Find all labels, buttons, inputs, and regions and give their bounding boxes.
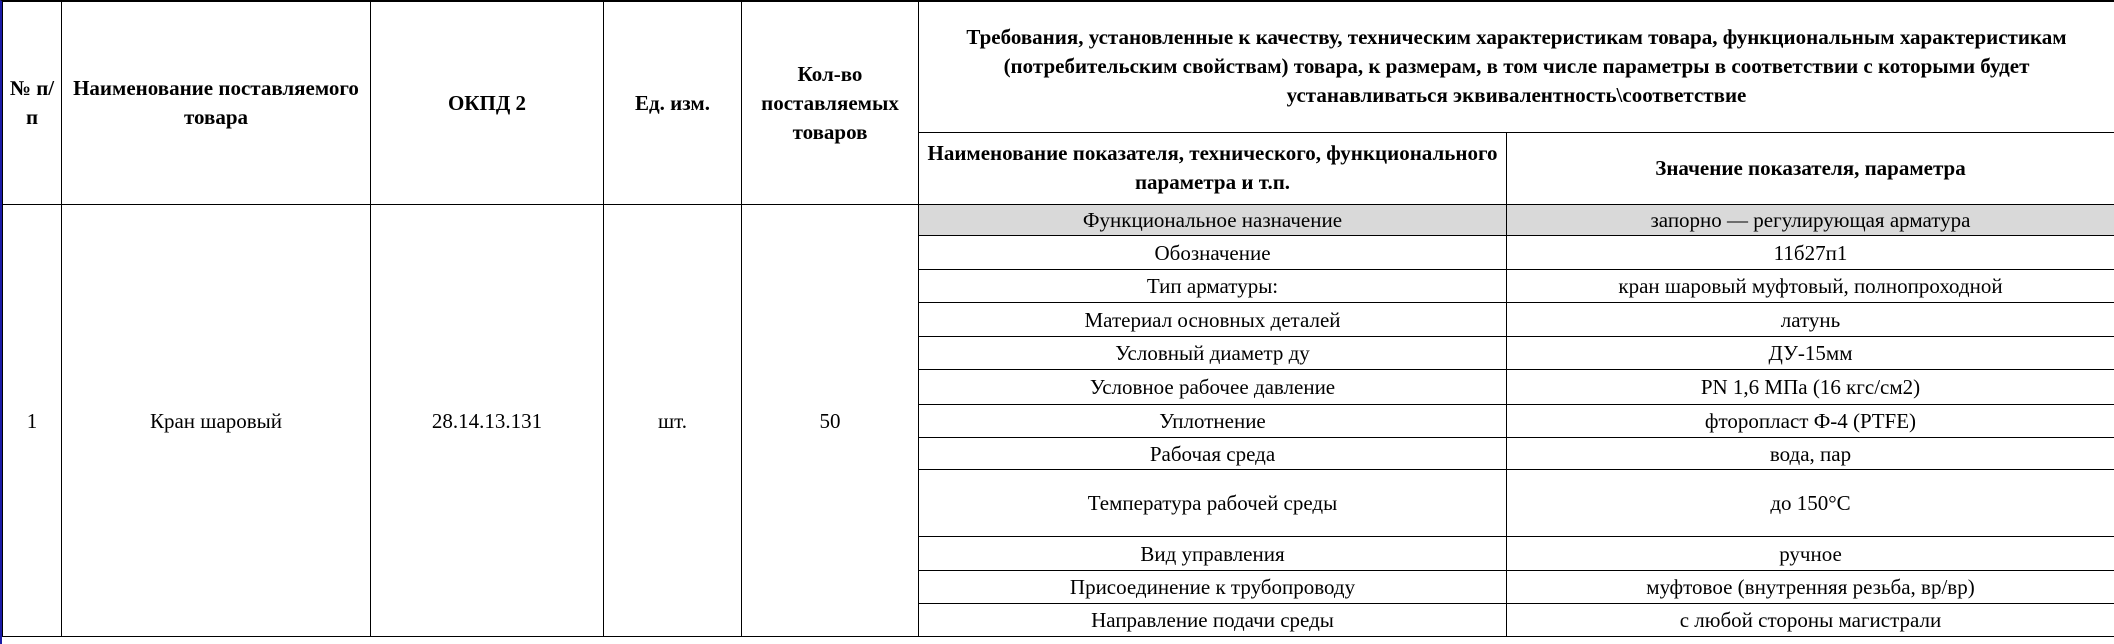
param-value: латунь	[1507, 303, 2114, 337]
param-name: Рабочая среда	[919, 438, 1507, 470]
header-okpd: ОКПД 2	[371, 2, 604, 205]
param-value: до 150°С	[1507, 470, 2114, 537]
param-name: Условное рабочее давление	[919, 370, 1507, 405]
header-qty: Кол-во поставляемых товаров	[742, 2, 919, 205]
item-num: 1	[3, 205, 62, 637]
header-num: № п/п	[3, 2, 62, 205]
param-value: фторопласт Ф-4 (PTFE)	[1507, 405, 2114, 438]
param-value: ДУ-15мм	[1507, 337, 2114, 370]
param-value: ручное	[1507, 537, 2114, 571]
header-row-1	[3, 2, 2114, 133]
header-unit: Ед. изм.	[604, 2, 742, 205]
param-value: вода, пар	[1507, 438, 2114, 470]
param-name: Тип арматуры:	[919, 270, 1507, 303]
param-value: 11б27п1	[1507, 236, 2114, 270]
item-qty: 50	[742, 205, 919, 637]
header-name: Наименование поставляемого товара	[62, 2, 371, 205]
param-value: запорно — регулирующая арматура	[1507, 205, 2114, 236]
param-row	[3, 205, 2114, 236]
param-name: Функциональное назначение	[919, 205, 1507, 236]
param-value: с любой стороны магистрали	[1507, 604, 2114, 637]
param-name: Условный диаметр ду	[919, 337, 1507, 370]
param-name: Направление подачи среды	[919, 604, 1507, 637]
param-name: Присоединение к трубопроводу	[919, 571, 1507, 604]
param-value: PN 1,6 МПа (16 кгс/см2)	[1507, 370, 2114, 405]
header-param-name: Наименование показателя, технического, функционального параметра и т.п.	[919, 132, 1507, 204]
header-requirements: Требования, установленные к качеству, техническим характеристикам товара, функциональным характеристикам (потребительским свойствам) товара, к размерам, в том числе параметры в соответствии с которыми будет устанавливаться эквивалентность\соответствие	[919, 2, 2114, 133]
item-name: Кран шаровый	[62, 205, 371, 637]
specification-table	[2, 1, 2114, 637]
item-okpd: 28.14.13.131	[371, 205, 604, 637]
param-value: муфтовое (внутренняя резьба, вр/вр)	[1507, 571, 2114, 604]
param-name: Температура рабочей среды	[919, 470, 1507, 537]
param-name: Обозначение	[919, 236, 1507, 270]
param-name: Уплотнение	[919, 405, 1507, 438]
param-value: кран шаровый муфтовый, полнопроходной	[1507, 270, 2114, 303]
item-unit: шт.	[604, 205, 742, 637]
header-param-value: Значение показателя, параметра	[1507, 132, 2114, 204]
param-name: Материал основных деталей	[919, 303, 1507, 337]
param-name: Вид управления	[919, 537, 1507, 571]
